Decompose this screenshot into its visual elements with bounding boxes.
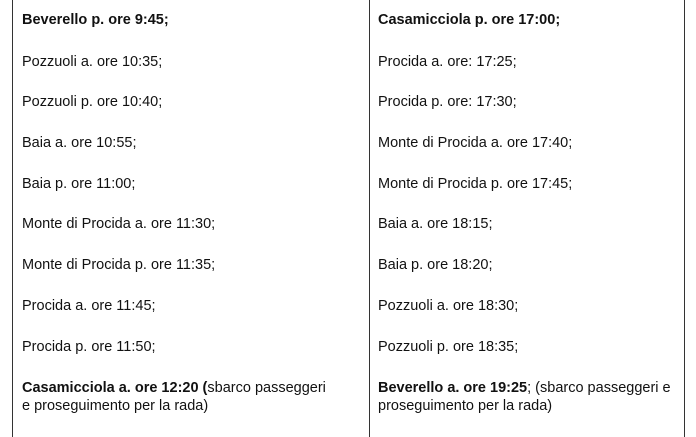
schedule-stop: Monte di Procida a. ore 17:40; <box>378 135 573 151</box>
table-border-right <box>684 0 685 437</box>
schedule-stop: Pozzuoli a. ore 18:30; <box>378 298 519 314</box>
return-arrival <box>378 379 678 415</box>
schedule-stop: Procida a. ore 11:45; <box>22 298 156 314</box>
schedule-stop: Procida a. ore: 17:25; <box>378 54 517 70</box>
schedule-stop: Baia p. ore 18:20; <box>378 257 493 273</box>
schedule-stop: Monte di Procida a. ore 11:30; <box>22 216 216 232</box>
table-border-left <box>12 0 13 437</box>
schedule-stop: Procida p. ore: 17:30; <box>378 94 517 110</box>
arrival-time: Beverello a. ore 19:25 <box>378 380 528 396</box>
schedule-stop: Monte di Procida p. ore 17:45; <box>378 176 573 192</box>
schedule-stop: Pozzuoli p. ore 18:35; <box>378 339 519 355</box>
table-divider <box>369 0 370 437</box>
arrival-note: sbarco passeggeri e proseguimento per la rada) <box>22 380 326 414</box>
outbound-departure: Beverello p. ore 9:45; <box>22 12 169 28</box>
schedule-stop: Monte di Procida p. ore 11:35; <box>22 257 216 273</box>
outbound-arrival <box>22 379 332 415</box>
schedule-stop: Baia p. ore 11:00; <box>22 176 136 192</box>
schedule-stop: Baia a. ore 10:55; <box>22 135 137 151</box>
arrival-note: ; (sbarco passeggeri e proseguimento per la rada) <box>378 380 671 414</box>
schedule-stop: Baia a. ore 18:15; <box>378 216 493 232</box>
schedule-stop: Pozzuoli a. ore 10:35; <box>22 54 163 70</box>
schedule-stop: Procida p. ore 11:50; <box>22 339 156 355</box>
schedule-stop: Pozzuoli p. ore 10:40; <box>22 94 163 110</box>
arrival-time: Casamicciola a. ore 12:20 ( <box>22 380 208 396</box>
return-departure: Casamicciola p. ore 17:00; <box>378 12 561 28</box>
